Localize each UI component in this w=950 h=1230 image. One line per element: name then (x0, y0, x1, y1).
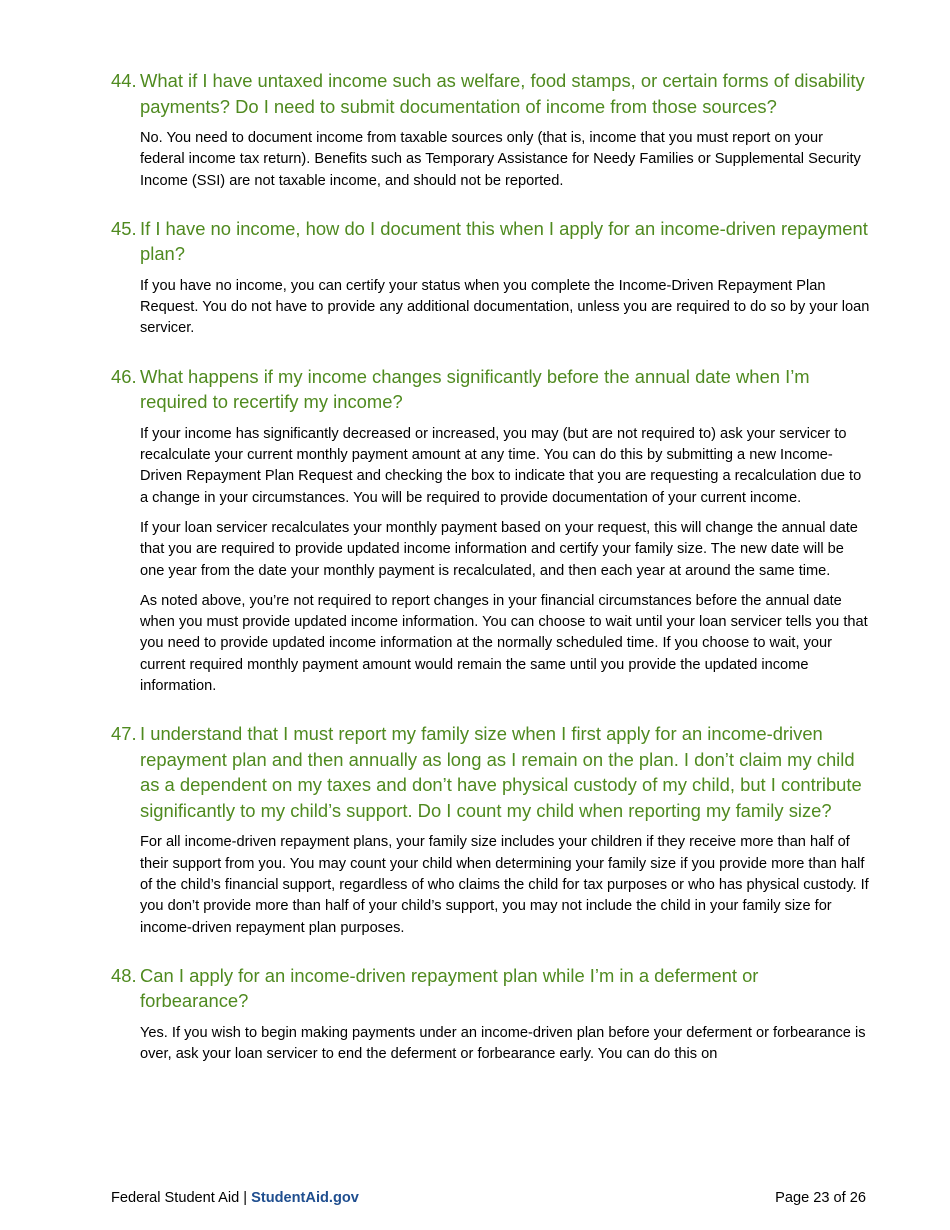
faq-list (111, 68, 871, 1065)
answer-paragraph: If your income has significantly decreased or increased, you may (but are not required to) ask your servicer to recalculate your current monthly payment amount at any time. You can do this by submitting a new Income-Driven Repayment Plan Request and checking the box to indicate that you are requesting a recalculation due to a change in your circumstances. You will be required to provide documentation of your current income. (140, 425, 862, 506)
question-text: Can I apply for an income-driven repayment plan while I’m in a deferment or forbearance? (140, 964, 759, 1012)
question-44 (111, 68, 871, 119)
answer-46 (140, 424, 871, 698)
page-number: Page 23 of 26 (775, 1190, 866, 1206)
answer-paragraph: For all income-driven repayment plans, your family size includes your children if they receive more than half of their support from you. You may count your child when determining your family size if you provide more than half of the child’s financial support, regardless of who claims the child for tax purposes or who has physical custody. If you don’t provide more than half of your child’s support, you may not include the child in your family size for income-driven repayment plan purposes. (140, 834, 869, 936)
question-number: 45. (111, 217, 137, 239)
question-48 (111, 963, 871, 1014)
question-number: 46. (111, 365, 137, 387)
question-number: 48. (111, 964, 137, 986)
question-45 (111, 216, 871, 267)
answer-paragraph: Yes. If you wish to begin making payments under an income-driven plan before your deferment or forbearance is over, ask your loan servicer to end the deferment or forbearance early. You can do this on (140, 1024, 866, 1063)
page-footer (111, 1188, 866, 1208)
question-number: 44. (111, 70, 137, 91)
answer-paragraph: No. You need to document income from taxable sources only (that is, income that you must report on your federal income tax return). Benefits such as Temporary Assistance for Needy Families or Supplemental Security Income (SSI) are not taxable income, and should not be reported. (140, 130, 861, 189)
question-number: 47. (111, 723, 137, 745)
question-text: I understand that I must report my family size when I first apply for an income-driven repayment plan and then annually as long as I remain on the plan. I don’t claim my child as a dependent on my taxes and don’t have physical custody of my child, but I contribute significantly to my child’s support. Do I count my child when reporting my family size? (140, 723, 862, 821)
footer-source (111, 1188, 359, 1208)
question-text: What if I have untaxed income such as welfare, food stamps, or certain forms of disability payments? Do I need to submit documentation of income from those sources? (140, 70, 865, 117)
answer-45 (140, 276, 871, 340)
answer-paragraph: If you have no income, you can certify your status when you complete the Income-Driven Repayment Plan Request. You do not have to provide any additional documentation, unless you are required to do so by your loan servicer. (140, 277, 870, 337)
answer-paragraph: As noted above, you’re not required to report changes in your financial circumstances before the annual date when you must provide updated income information. You can choose to wait until your loan servicer tells you that you need to provide updated income information at the normally scheduled time. If you choose to wait, your current required monthly payment amount would remain the same until you provide the updated income information. (140, 592, 868, 695)
question-47 (111, 721, 871, 823)
footer-agency: Federal Student Aid | (111, 1190, 252, 1206)
question-46 (111, 364, 871, 415)
answer-paragraph: If your loan servicer recalculates your monthly payment based on your request, this will change the annual date that you are required to provide updated income information and certify your family size. The new date will be one year from the date your monthly payment is recalculated, and then each year at around the same time. (140, 519, 858, 579)
answer-48 (140, 1023, 871, 1066)
question-text: What happens if my income changes significantly before the annual date when I’m required to recertify my income? (140, 365, 810, 413)
answer-47 (140, 832, 871, 938)
answer-44 (140, 128, 871, 192)
studentaid-link[interactable]: StudentAid.gov (251, 1190, 359, 1206)
question-text: If I have no income, how do I document this when I apply for an income-driven repayment plan? (140, 217, 868, 265)
